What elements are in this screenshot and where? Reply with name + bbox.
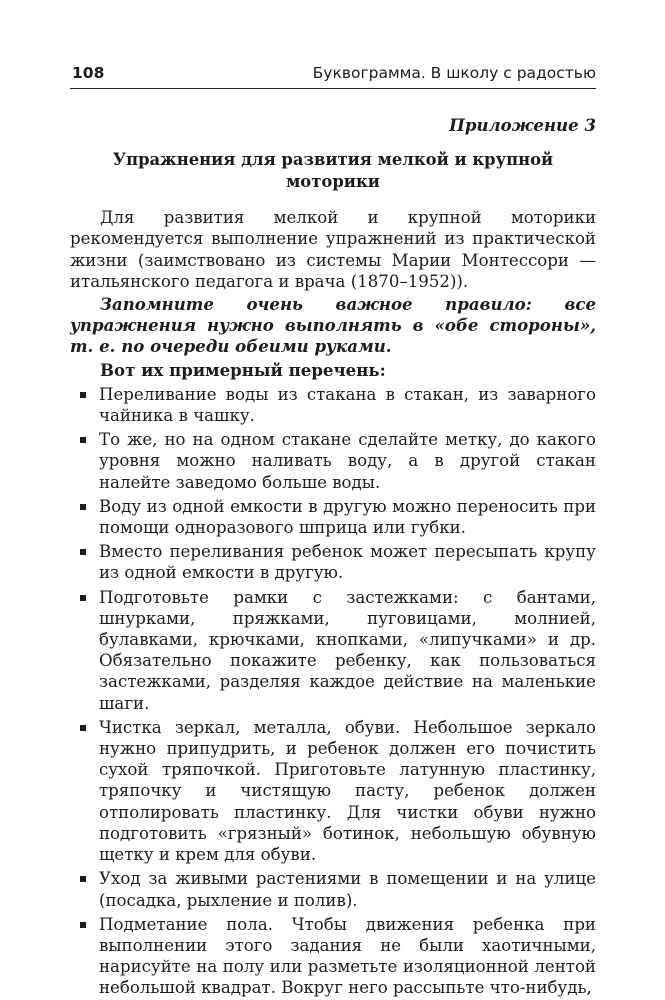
bullet-icon bbox=[80, 437, 86, 443]
bullet-icon bbox=[80, 549, 86, 555]
list-item bbox=[70, 717, 596, 865]
bullet-icon bbox=[80, 595, 86, 601]
list-item bbox=[70, 587, 596, 714]
list-item-text: Вместо переливания ребенок может пересыпать крупу из одной емкости в другую. bbox=[99, 542, 596, 583]
list-item-text: Подметание пола. Чтобы движения ребенка при выполнении этого задания не были хаотичными, нарисуйте на полу или разметьте изоляционной лентой небольшой квадрат. Вокруг него рассыпьте что-нибудь, bbox=[99, 914, 596, 998]
list-item-text: Переливание воды из стакана в стакан, из заварного чайника в чашку. bbox=[99, 384, 596, 426]
list-item bbox=[70, 429, 596, 493]
list-item bbox=[70, 868, 596, 910]
list-title: Вот их примерный перечень: bbox=[100, 359, 386, 380]
bullet-icon bbox=[80, 392, 86, 398]
list-item bbox=[70, 384, 596, 426]
list-item-text: Уход за живыми растениями в помещении и на улице (посадка, рыхление и полив). bbox=[99, 869, 596, 910]
bullet-icon bbox=[80, 922, 86, 928]
exercise-list bbox=[70, 384, 596, 999]
running-title: Буквограмма. В школу с радостью bbox=[312, 64, 596, 82]
bullet-icon bbox=[80, 876, 86, 882]
list-item bbox=[70, 914, 596, 999]
rule-paragraph: Запомните очень важное правило: все упражнения нужно выполнять в «обе стороны», т. е. по очереди обеими руками. bbox=[70, 294, 596, 357]
list-item-text: Воду из одной емкости в другую можно переносить при помощи одноразового шприца или губки. bbox=[99, 496, 596, 538]
page-header bbox=[70, 62, 596, 89]
list-item-text: То же, но на одном стакане сделайте метку, до какого уровня можно наливать воду, а в другой стакан налейте заведомо больше воды. bbox=[99, 430, 596, 492]
intro-paragraph: Для развития мелкой и крупной моторики рекомендуется выполнение упражнений из практической жизни (заимствовано из системы Марии Монтессори — итальянского педагога и врача (1870–1952)). bbox=[70, 208, 596, 291]
list-item bbox=[70, 541, 596, 583]
page-number: 108 bbox=[72, 64, 105, 82]
list-item-text: Подготовьте рамки с застежками: с бантами, шнурками, пряжками, пуговицами, молнией, булавками, крючками, кнопками, «липучками» и др. Обязательно покажите ребенку, как пользоваться застежками, разделяя каждое действие на маленькие шаги. bbox=[99, 587, 596, 713]
list-item-text: Чистка зеркал, металла, обуви. Небольшое зеркало нужно припудрить, и ребенок должен его почистить сухой тряпочкой. Приготовьте латунную пластинку, тряпочку и чистящую пасту, ребенок должен отполировать пластинку. Для чистки обуви нужно подготовить «грязный» ботинок, небольшую обувную щетку и крем для обуви. bbox=[99, 717, 596, 865]
bullet-icon bbox=[80, 725, 86, 731]
bullet-icon bbox=[80, 504, 86, 510]
list-item bbox=[70, 496, 596, 538]
page-body bbox=[70, 115, 596, 999]
appendix-label: Приложение 3 bbox=[449, 115, 596, 135]
section-title: Упражнения для развития мелкой и крупной моторики bbox=[112, 150, 554, 192]
